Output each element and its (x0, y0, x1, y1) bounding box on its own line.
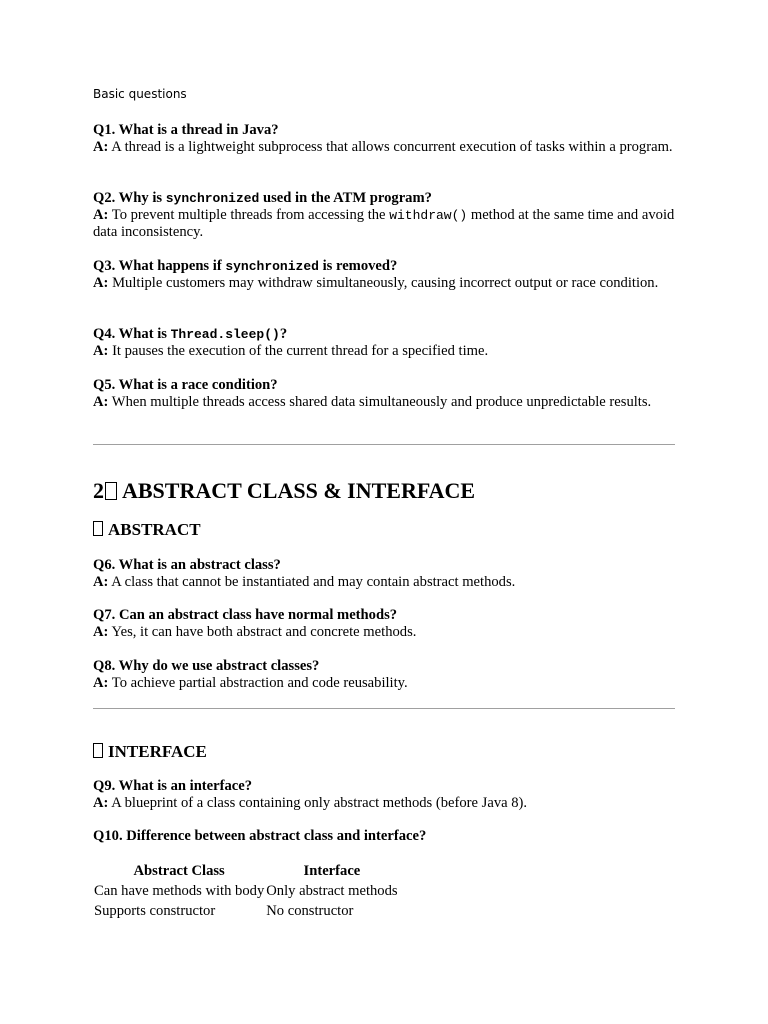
question: Q6. What is an abstract class? (93, 557, 281, 573)
answer-text: To achieve partial abstraction and code reusability. (111, 675, 408, 691)
table-header-row (93, 862, 399, 881)
answer-label: A: (93, 675, 109, 691)
answer-text: It pauses the execution of the current thread for a specified time. (112, 343, 489, 359)
table-header-cell: Abstract Class (133, 863, 225, 879)
table-row (93, 901, 399, 921)
table-header-cell: Interface (303, 863, 361, 879)
table-cell: Can have methods with body (94, 883, 265, 899)
answer-code: withdraw() (389, 208, 468, 223)
question-text: Q3. What happens if (93, 258, 226, 274)
qa-item (93, 557, 675, 591)
answer-label: A: (93, 343, 109, 359)
horizontal-rule (93, 708, 675, 709)
table-cell: Only abstract methods (266, 883, 398, 899)
horizontal-rule (93, 444, 675, 445)
section-number: 2 (93, 478, 104, 503)
question-text-suffix: used in the ATM program? (259, 190, 432, 206)
question: Q8. Why do we use abstract classes? (93, 658, 320, 674)
answer-text: A blueprint of a class containing only abstract methods (before Java 8). (111, 795, 528, 811)
question-text-suffix: ? (279, 326, 288, 342)
answer-text-suffix: method at the same time and avoid data inconsistency. (93, 207, 675, 240)
comparison-table (93, 862, 399, 921)
answer-text: A thread is a lightweight subprocess that allows concurrent execution of tasks within a program. (111, 139, 673, 155)
question: Q7. Can an abstract class have normal methods? (93, 607, 398, 623)
answer-text: A class that cannot be instantiated and may contain abstract methods. (111, 574, 516, 590)
question-code: synchronized (225, 259, 319, 274)
question: Q1. What is a thread in Java? (93, 122, 279, 138)
question: Q9. What is an interface? (93, 778, 253, 794)
subsection-heading-interface (93, 742, 207, 762)
table-cell: Supports constructor (94, 903, 216, 919)
answer-text: To prevent multiple threads from accessing the (111, 207, 390, 223)
answer (93, 275, 675, 292)
qa-item (93, 828, 675, 845)
subsection-title: ABSTRACT (108, 520, 201, 539)
answer (93, 624, 675, 641)
question-text: Q4. What is (93, 326, 171, 342)
question (93, 258, 675, 275)
answer (93, 675, 675, 692)
answer-label: A: (93, 795, 109, 811)
question (93, 190, 675, 207)
answer (93, 139, 675, 156)
subsection-title: INTERFACE (108, 742, 207, 761)
answer (93, 207, 675, 241)
answer-label: A: (93, 275, 109, 291)
answer (93, 394, 675, 411)
qa-item (93, 658, 675, 692)
table-cell: No constructor (266, 903, 354, 919)
question-code: Thread.sleep() (170, 327, 280, 342)
question-text: Q2. Why is (93, 190, 166, 206)
answer-text: When multiple threads access shared data simultaneously and produce unpredictable results. (111, 394, 652, 410)
qa-item (93, 258, 675, 292)
answer-text: Multiple customers may withdraw simultaneously, causing incorrect output or race condition. (112, 275, 659, 291)
question-text-suffix: is removed? (318, 258, 398, 274)
missing-glyph-icon (105, 482, 117, 500)
question: Q10. Difference between abstract class and interface? (93, 828, 427, 844)
question-code: synchronized (165, 191, 260, 206)
answer-label: A: (93, 624, 109, 640)
answer-label: A: (93, 207, 109, 223)
qa-item (93, 778, 675, 812)
missing-glyph-icon (93, 521, 103, 536)
section-title: ABSTRACT CLASS & INTERFACE (122, 478, 476, 503)
table-row (93, 881, 399, 901)
question: Q5. What is a race condition? (93, 377, 278, 393)
question (93, 326, 675, 343)
section-heading (93, 478, 475, 504)
answer (93, 795, 675, 812)
answer-text: Yes, it can have both abstract and concrete methods. (111, 624, 417, 640)
missing-glyph-icon (93, 743, 103, 758)
section-label: Basic questions (93, 87, 187, 101)
subsection-heading-abstract (93, 520, 201, 540)
answer (93, 343, 675, 360)
qa-item (93, 326, 675, 360)
answer-label: A: (93, 394, 109, 410)
answer (93, 574, 675, 591)
answer-label: A: (93, 139, 109, 155)
qa-item (93, 607, 675, 641)
qa-item (93, 377, 675, 411)
qa-item (93, 122, 675, 156)
qa-item (93, 190, 675, 241)
answer-label: A: (93, 574, 109, 590)
